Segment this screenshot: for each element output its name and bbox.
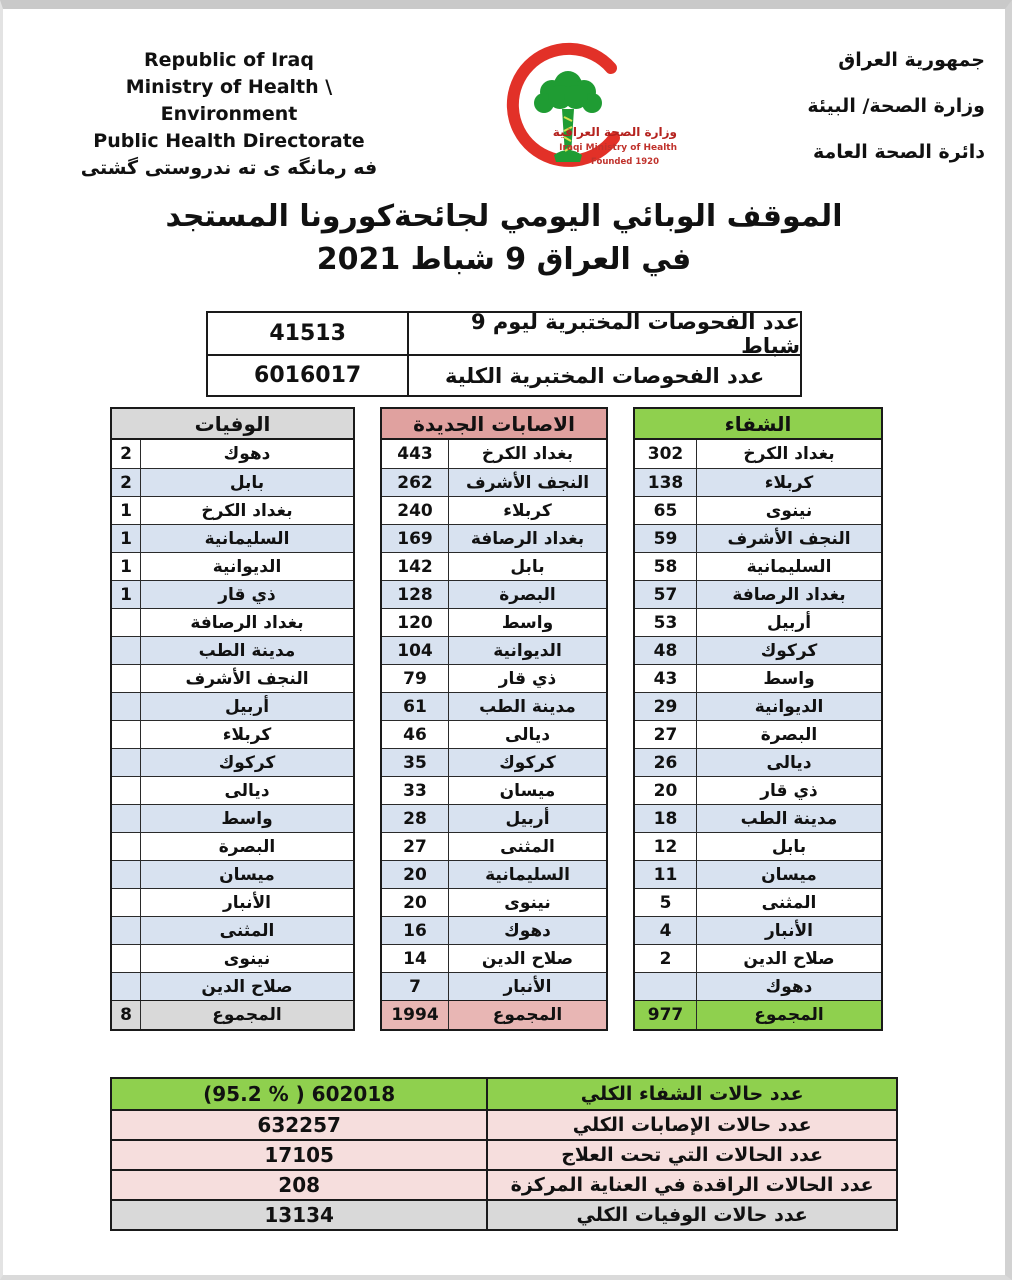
- value-cell: 57: [635, 581, 697, 608]
- table-row: [635, 692, 881, 720]
- table-row: [635, 860, 881, 888]
- value-cell: 61: [382, 693, 449, 720]
- value-cell: 46: [382, 721, 449, 748]
- value-cell: [112, 805, 141, 832]
- value-cell: 2: [635, 945, 697, 972]
- header-english-block: [61, 31, 397, 182]
- ministry-logo: [486, 33, 681, 193]
- table-row: [635, 916, 881, 944]
- header-arabic-block: [770, 31, 985, 175]
- total-tests-value: 6016017: [208, 356, 409, 395]
- value-cell: 120: [382, 609, 449, 636]
- value-cell: 1: [112, 497, 141, 524]
- value-cell: 138: [635, 469, 697, 496]
- value-cell: 59: [635, 525, 697, 552]
- region-name-cell: أربيل: [505, 808, 550, 829]
- value-cell: 11: [635, 861, 697, 888]
- table-row: [112, 552, 353, 580]
- region-name-cell: النجف الأشرف: [185, 668, 309, 689]
- table-row: [635, 804, 881, 832]
- value-cell: [112, 833, 141, 860]
- region-name-cell: النجف الأشرف: [727, 528, 851, 549]
- region-name-cell: كربلاء: [503, 500, 552, 521]
- value-cell: 1: [112, 553, 141, 580]
- region-name-cell: الديوانية: [754, 696, 824, 717]
- value-cell: 65: [635, 497, 697, 524]
- header-directorate-en: Public Health Directorate: [93, 130, 365, 152]
- table-row: [112, 916, 353, 944]
- header-country-ar: جمهورية العراق: [838, 49, 985, 71]
- table-row: [112, 804, 353, 832]
- table-row: [112, 832, 353, 860]
- report-title-line2: في العراق 9 شباط 2021: [316, 242, 692, 277]
- value-cell: 58: [635, 553, 697, 580]
- table-row: [382, 776, 606, 804]
- region-name-cell: المثنى: [219, 920, 275, 941]
- table-row: [635, 944, 881, 972]
- table-row: [382, 608, 606, 636]
- recoveries-table: [633, 407, 883, 1031]
- region-name-cell: أربيل: [224, 696, 270, 717]
- table-row: [635, 776, 881, 804]
- region-name-cell: كربلاء: [764, 472, 814, 493]
- value-cell: 443: [382, 440, 449, 468]
- daily-tests-value: 41513: [208, 313, 409, 354]
- table-row: [635, 608, 881, 636]
- table-row: [382, 748, 606, 776]
- daily-tests-row: [208, 309, 800, 358]
- table-row: [635, 552, 881, 580]
- table-row: [635, 636, 881, 664]
- new-cases-table-header: الاصابات الجديدة: [382, 409, 606, 440]
- table-row: [382, 804, 606, 832]
- summary-row: [112, 1079, 896, 1109]
- summary-label-cell: عدد الحالات الراقدة في العناية المركزة: [510, 1174, 874, 1196]
- table-row: [112, 748, 353, 776]
- summary-row: [112, 1109, 896, 1139]
- value-cell: 27: [635, 721, 697, 748]
- table-row: [382, 496, 606, 524]
- table-row: [112, 496, 353, 524]
- summary-row: [112, 1199, 896, 1229]
- recoveries-total-value: 977: [635, 1001, 697, 1029]
- value-cell: 14: [382, 945, 449, 972]
- table-row: [382, 580, 606, 608]
- table-row: [635, 972, 881, 1000]
- table-row: [635, 664, 881, 692]
- table-row: [635, 440, 881, 468]
- value-cell: [112, 721, 141, 748]
- logo-founded-text: Founded 1920: [591, 157, 659, 167]
- region-name-cell: الديوانية: [493, 640, 562, 661]
- value-cell: 240: [382, 497, 449, 524]
- table-row: [635, 720, 881, 748]
- value-cell: [112, 973, 141, 1000]
- region-name-cell: صلاح الدين: [743, 948, 835, 969]
- page-header: [3, 9, 1005, 181]
- table-row: [635, 524, 881, 552]
- value-cell: 104: [382, 637, 449, 664]
- table-row: [635, 832, 881, 860]
- region-name-cell: السليمانية: [746, 556, 832, 577]
- value-cell: [112, 861, 141, 888]
- value-cell: 16: [382, 917, 449, 944]
- value-cell: 7: [382, 973, 449, 1000]
- region-name-cell: الأنبار: [503, 976, 552, 997]
- value-cell: [112, 777, 141, 804]
- region-name-cell: بابل: [771, 836, 807, 857]
- new-cases-total-label: المجموع: [492, 1005, 563, 1025]
- value-cell: [112, 917, 141, 944]
- deaths-total-label: المجموع: [212, 1005, 282, 1025]
- region-name-cell: الأنبار: [765, 920, 813, 941]
- table-row: [382, 692, 606, 720]
- region-name-cell: المثنى: [761, 892, 817, 913]
- summary-value-cell: 208: [112, 1171, 488, 1199]
- region-name-cell: بابل: [510, 556, 545, 577]
- value-cell: 26: [635, 749, 697, 776]
- summary-value-cell: (95.2 % ) 602018: [112, 1079, 488, 1109]
- value-cell: 1: [112, 581, 141, 608]
- region-name-cell: ذي قار: [760, 780, 818, 801]
- value-cell: 2: [112, 469, 141, 496]
- value-cell: [635, 973, 697, 1000]
- summary-value-cell: 632257: [112, 1111, 488, 1139]
- region-name-cell: ذي قار: [498, 668, 557, 689]
- table-row: [635, 468, 881, 496]
- table-row: [112, 944, 353, 972]
- value-cell: 20: [382, 889, 449, 916]
- value-cell: [112, 889, 141, 916]
- deaths-table-header: الوفيات: [112, 409, 353, 440]
- table-row: [112, 692, 353, 720]
- total-tests-label: عدد الفحوصات المختبرية الكلية: [445, 363, 765, 388]
- table-row: [382, 888, 606, 916]
- value-cell: 20: [635, 777, 697, 804]
- table-row: [112, 608, 353, 636]
- table-row: [635, 888, 881, 916]
- header-ministry-ar: وزارة الصحة/ البيئة: [807, 95, 985, 117]
- value-cell: 33: [382, 777, 449, 804]
- recoveries-total-label: المجموع: [754, 1005, 824, 1025]
- table-row: [112, 440, 353, 468]
- region-name-cell: بابل: [229, 472, 265, 493]
- region-name-cell: دهوك: [765, 976, 813, 997]
- region-name-cell: دهوك: [223, 444, 271, 464]
- region-name-cell: ميسان: [761, 864, 817, 885]
- region-name-cell: نينوى: [504, 892, 551, 913]
- region-name-cell: كركوك: [760, 640, 818, 661]
- logo-arabic-name: وزارة الصحة العراقية: [552, 125, 677, 139]
- value-cell: 18: [635, 805, 697, 832]
- table-row: [112, 720, 353, 748]
- header-ministry-en: Ministry of Health \ Environment: [125, 76, 333, 125]
- region-name-cell: البصرة: [760, 724, 818, 745]
- value-cell: [112, 945, 141, 972]
- table-row: [635, 748, 881, 776]
- value-cell: [112, 665, 141, 692]
- summary-label-cell: عدد حالات الوفيات الكلي: [576, 1204, 808, 1226]
- value-cell: 12: [635, 833, 697, 860]
- daily-tests-label: عدد الفحوصات المختبرية ليوم 9 شباط: [470, 309, 800, 358]
- value-cell: 1: [112, 525, 141, 552]
- table-row: [382, 664, 606, 692]
- deaths-table-body: [112, 440, 353, 1000]
- region-name-cell: البصرة: [218, 836, 276, 857]
- region-name-cell: دهوك: [504, 920, 551, 941]
- header-directorate-ar: دائرة الصحة العامة: [812, 141, 985, 163]
- value-cell: [112, 749, 141, 776]
- region-name-cell: النجف الأشرف: [465, 472, 590, 493]
- region-name-cell: صلاح الدين: [481, 948, 574, 969]
- value-cell: 302: [635, 440, 697, 468]
- region-name-cell: ميسان: [499, 780, 556, 801]
- region-name-cell: بغداد الرصافة: [732, 584, 846, 605]
- region-name-cell: ديالى: [224, 780, 270, 801]
- table-row: [382, 944, 606, 972]
- value-cell: [112, 637, 141, 664]
- table-row: [112, 888, 353, 916]
- recoveries-table-body: [635, 440, 881, 1000]
- region-name-cell: أربيل: [766, 612, 812, 633]
- new-cases-table-body: [382, 440, 606, 1000]
- table-row: [112, 776, 353, 804]
- value-cell: 20: [382, 861, 449, 888]
- region-name-cell: السليمانية: [485, 864, 570, 885]
- summary-value-cell: 17105: [112, 1141, 488, 1169]
- recoveries-total-row: [635, 1000, 881, 1029]
- table-row: [635, 580, 881, 608]
- table-row: [382, 468, 606, 496]
- value-cell: 48: [635, 637, 697, 664]
- region-name-cell: نينوى: [223, 948, 271, 969]
- logo-english-name: Iraqi Ministry of Health: [559, 143, 677, 153]
- value-cell: 79: [382, 665, 449, 692]
- region-name-cell: ديالى: [504, 724, 551, 745]
- value-cell: 53: [635, 609, 697, 636]
- summary-value-cell: 13134: [112, 1201, 488, 1229]
- value-cell: 27: [382, 833, 449, 860]
- table-row: [382, 524, 606, 552]
- table-row: [112, 468, 353, 496]
- region-name-cell: واسط: [763, 668, 815, 689]
- value-cell: 29: [635, 693, 697, 720]
- region-name-cell: بغداد الكرخ: [743, 444, 835, 464]
- region-name-cell: واسط: [221, 808, 273, 829]
- value-cell: 43: [635, 665, 697, 692]
- table-row: [382, 720, 606, 748]
- region-name-cell: بغداد الرصافة: [470, 528, 585, 549]
- region-name-cell: مدينة الطب: [740, 808, 838, 829]
- table-row: [382, 636, 606, 664]
- region-name-cell: صلاح الدين: [201, 976, 293, 997]
- header-directorate-ku: فه رمانگه ی ته ندروستی گشتی: [80, 157, 378, 179]
- value-cell: 169: [382, 525, 449, 552]
- table-row: [382, 972, 606, 1000]
- value-cell: 4: [635, 917, 697, 944]
- crescent-palm-icon: [486, 33, 681, 193]
- region-name-cell: كركوك: [499, 752, 556, 773]
- summary-label-cell: عدد حالات الإصابات الكلي: [572, 1114, 812, 1136]
- table-row: [382, 552, 606, 580]
- value-cell: 35: [382, 749, 449, 776]
- region-name-cell: كركوك: [218, 752, 276, 773]
- table-row: [382, 860, 606, 888]
- table-row: [112, 972, 353, 1000]
- value-cell: 2: [112, 440, 141, 468]
- value-cell: 5: [635, 889, 697, 916]
- value-cell: 262: [382, 469, 449, 496]
- region-name-cell: نينوى: [765, 500, 813, 521]
- region-name-cell: بغداد الكرخ: [201, 500, 293, 521]
- value-cell: 142: [382, 553, 449, 580]
- region-name-cell: الأنبار: [223, 892, 271, 913]
- table-row: [112, 580, 353, 608]
- table-row: [112, 860, 353, 888]
- new-cases-table: [380, 407, 608, 1031]
- region-name-cell: واسط: [501, 612, 554, 633]
- deaths-total-row: [112, 1000, 353, 1029]
- region-name-cell: بغداد الرصافة: [190, 612, 304, 633]
- new-cases-total-value: 1994: [382, 1001, 449, 1029]
- value-cell: [112, 693, 141, 720]
- deaths-total-value: 8: [112, 1001, 141, 1029]
- region-name-cell: مدينة الطب: [198, 640, 296, 661]
- value-cell: 128: [382, 581, 449, 608]
- region-name-cell: ذي قار: [218, 584, 276, 605]
- recoveries-table-header: الشفاء: [635, 409, 881, 440]
- value-cell: [112, 609, 141, 636]
- region-name-cell: السليمانية: [204, 528, 290, 549]
- header-country-en: Republic of Iraq: [144, 49, 314, 71]
- region-name-cell: المثنى: [500, 836, 555, 857]
- summary-row: [112, 1139, 896, 1169]
- table-row: [112, 636, 353, 664]
- report-title: [3, 195, 1005, 281]
- table-row: [635, 496, 881, 524]
- deaths-table: [110, 407, 355, 1031]
- new-cases-total-row: [382, 1000, 606, 1029]
- region-name-cell: كربلاء: [222, 724, 272, 745]
- table-row: [112, 664, 353, 692]
- region-tables: [3, 407, 1005, 1031]
- total-tests-row: [208, 354, 800, 395]
- totals-summary-table: [110, 1077, 898, 1231]
- table-row: [382, 916, 606, 944]
- region-name-cell: مدينة الطب: [479, 696, 576, 717]
- region-name-cell: ديالى: [766, 752, 812, 773]
- table-row: [382, 440, 606, 468]
- summary-label-cell: عدد حالات الشفاء الكلي: [580, 1083, 804, 1105]
- table-row: [112, 524, 353, 552]
- region-name-cell: ميسان: [219, 864, 275, 885]
- region-name-cell: الديوانية: [212, 556, 282, 577]
- summary-label-cell: عدد الحالات التي تحت العلاج: [561, 1144, 824, 1166]
- summary-row: [112, 1169, 896, 1199]
- report-title-line1: الموقف الوبائي اليومي لجائحةكورونا المستجد: [165, 199, 843, 234]
- region-name-cell: البصرة: [499, 584, 556, 605]
- table-row: [382, 832, 606, 860]
- region-name-cell: بغداد الكرخ: [481, 444, 574, 464]
- lab-tests-table: [206, 311, 802, 397]
- value-cell: 28: [382, 805, 449, 832]
